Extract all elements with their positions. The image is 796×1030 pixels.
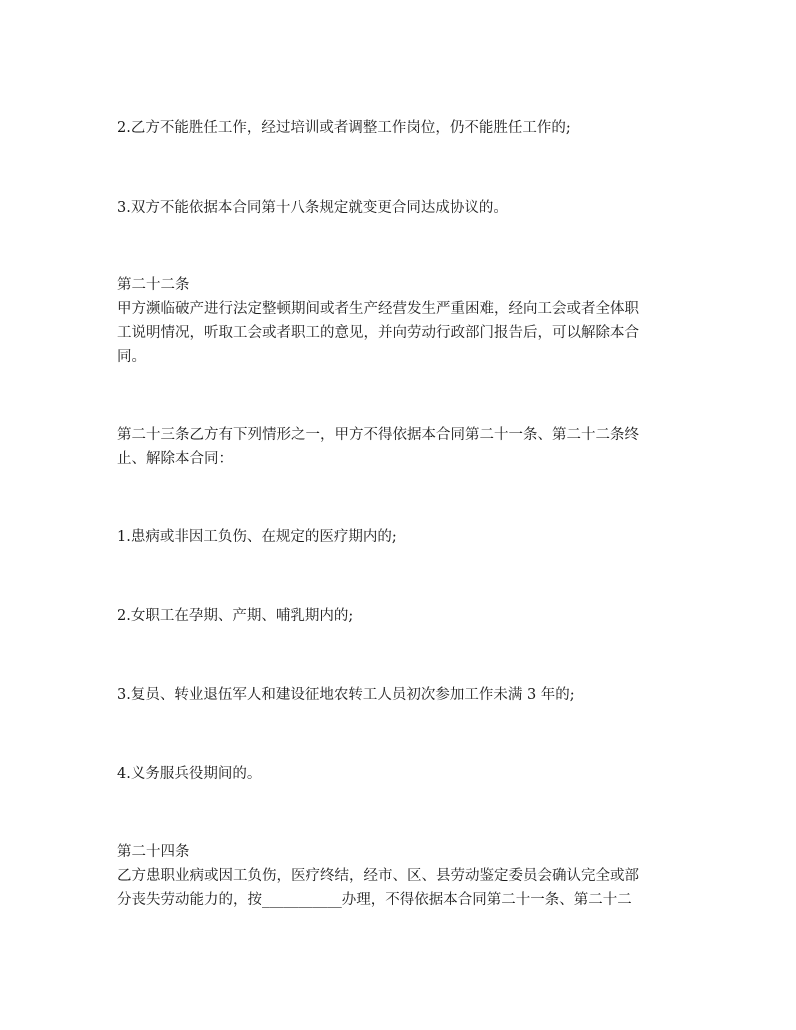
clause-24-text-line-2: 分丧失劳动能力的，按___________办理，不得依据本合同第二十一条、第二十二	[117, 892, 632, 908]
clause-23-item-4: 4.义务服兵役期间的。	[117, 766, 262, 782]
clause-22-text-line-2: 工说明情况，听取工会或者职工的意见，并向劳动行政部门报告后，可以解除本合	[117, 325, 639, 341]
clause-22-text-line-1: 甲方濒临破产进行法定整顿期间或者生产经营发生严重困难，经向工会或者全体职	[117, 301, 639, 317]
clause-23-item-3: 3.复员、转业退伍军人和建设征地农转工人员初次参加工作未满 3 年的;	[117, 687, 575, 703]
clause-24-text-line-1: 乙方患职业病或因工负伤，医疗终结，经市、区、县劳动鉴定委员会确认完全或部	[117, 868, 639, 884]
clause-23-text-line-1: 第二十三条乙方有下列情形之一，甲方不得依据本合同第二十一条、第二十二条终	[117, 427, 639, 443]
clause-21-item-2: 2.乙方不能胜任工作，经过培训或者调整工作岗位，仍不能胜任工作的;	[117, 120, 571, 136]
clause-23-item-2: 2.女职工在孕期、产期、哺乳期内的;	[117, 608, 354, 624]
clause-22-heading: 第二十二条	[117, 277, 190, 293]
clause-21-item-3: 3.双方不能依据本合同第十八条规定就变更合同达成协议的。	[117, 200, 508, 216]
clause-22-text-line-3: 同。	[117, 349, 146, 365]
clause-23-item-1: 1.患病或非因工负伤、在规定的医疗期内的;	[117, 529, 397, 545]
clause-23-text-line-2: 止、解除本合同：	[117, 451, 233, 467]
clause-24-heading: 第二十四条	[117, 844, 190, 860]
